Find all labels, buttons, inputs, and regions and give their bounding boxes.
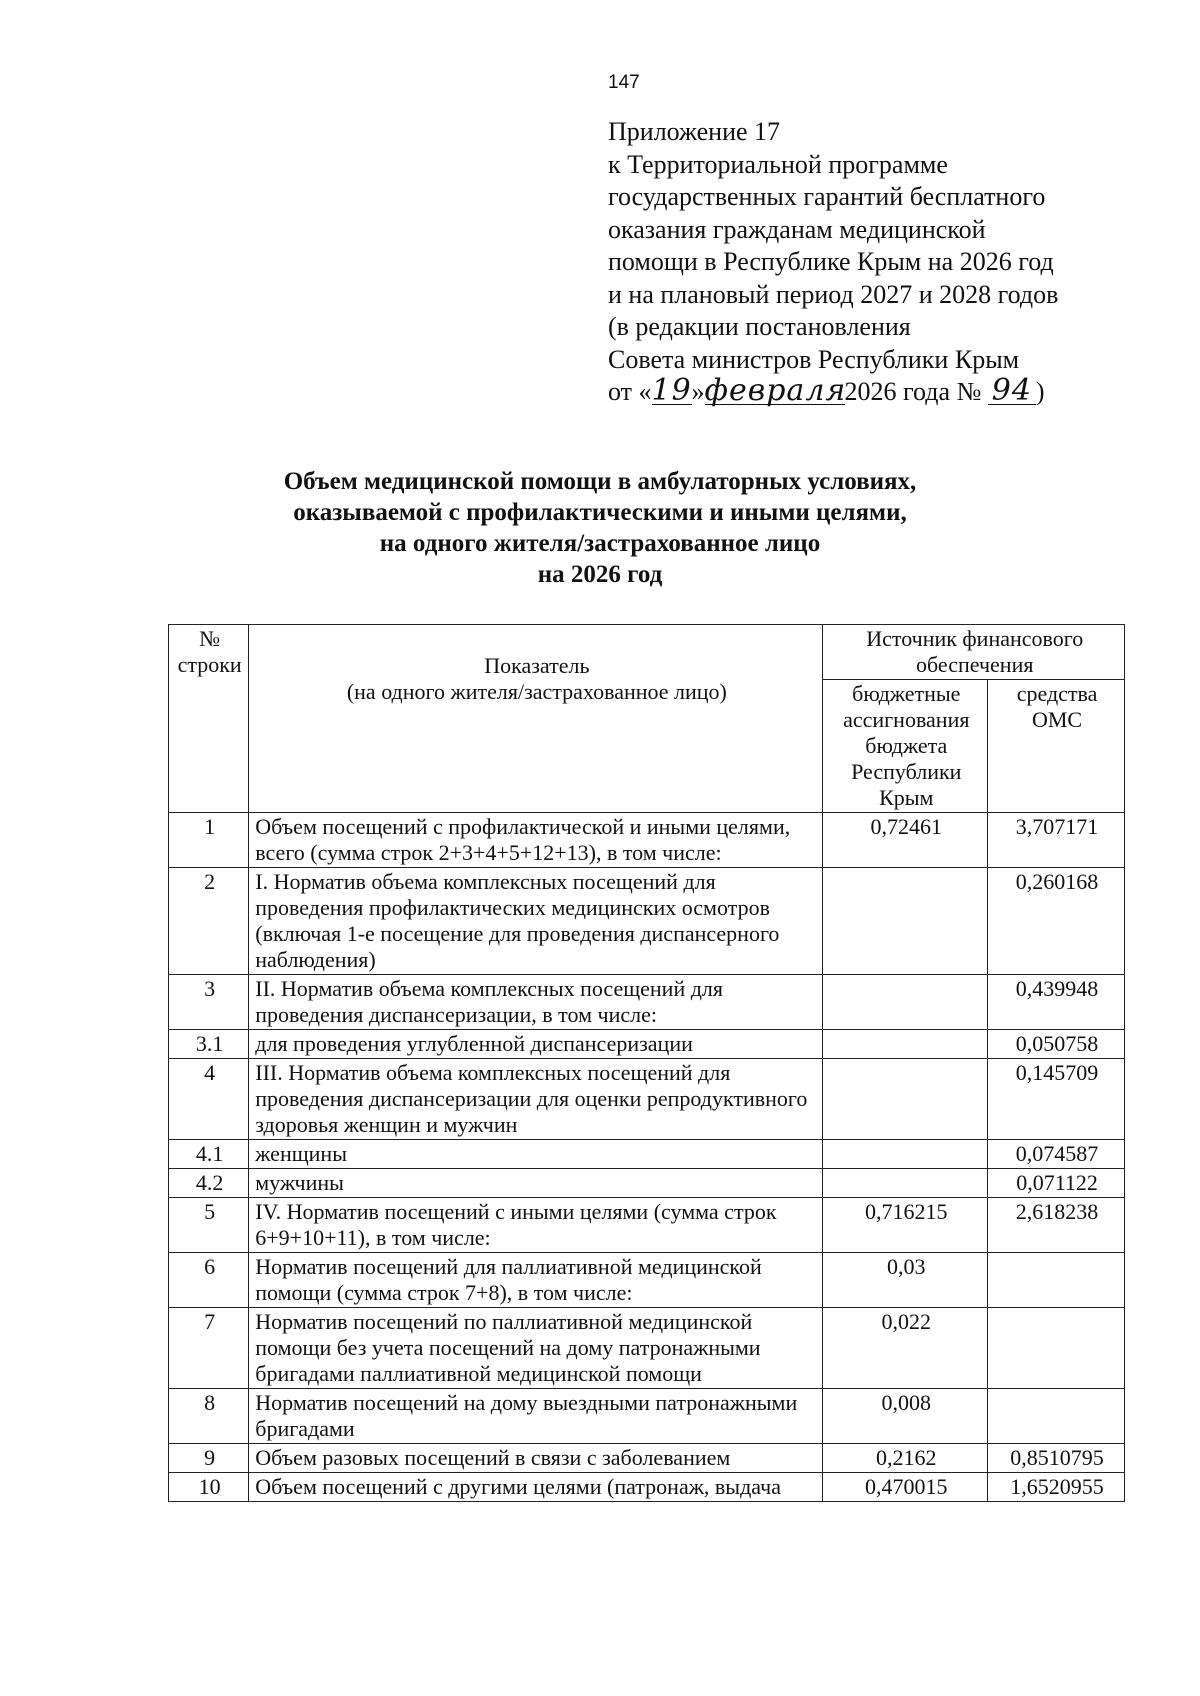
row-budget-value: 0,022 bbox=[823, 1308, 988, 1389]
row-number: 10 bbox=[169, 1473, 249, 1502]
header-row-num: № строки bbox=[169, 625, 249, 813]
row-number: 2 bbox=[169, 868, 249, 975]
page-number: 147 bbox=[608, 72, 640, 93]
table-row bbox=[169, 1473, 1125, 1502]
row-oms-value: 3,707171 bbox=[988, 813, 1125, 868]
row-number: 5 bbox=[169, 1198, 249, 1253]
title-line: на одного жителя/застрахованное лицо bbox=[379, 530, 821, 557]
row-indicator: IV. Норматив посещений с иными целями (сумма строк 6+9+10+11), в том числе: bbox=[249, 1198, 823, 1253]
row-budget-value bbox=[823, 1059, 988, 1140]
date-prefix: от « bbox=[608, 377, 652, 406]
appendix-date-line bbox=[608, 373, 1058, 409]
title-line: Объем медицинской помощи в амбулаторных условиях, bbox=[283, 468, 917, 495]
row-budget-value bbox=[823, 975, 988, 1030]
table-header-row bbox=[169, 625, 1125, 680]
appendix-block bbox=[608, 116, 1058, 409]
table-row bbox=[169, 1308, 1125, 1389]
row-indicator: Объем разовых посещений в связи с заболеванием bbox=[249, 1444, 823, 1473]
table-row bbox=[169, 975, 1125, 1030]
row-number: 3 bbox=[169, 975, 249, 1030]
row-budget-value: 0,03 bbox=[823, 1253, 988, 1308]
volume-table bbox=[168, 624, 1125, 1502]
row-indicator: Объем посещений с другими целями (патронаж, выдача bbox=[249, 1473, 823, 1502]
table-row bbox=[169, 813, 1125, 868]
header-oms: средства ОМС bbox=[988, 680, 1125, 813]
row-budget-value: 0,008 bbox=[823, 1389, 988, 1444]
table-row bbox=[169, 1253, 1125, 1308]
appendix-line: Совета министров Республики Крым bbox=[608, 344, 1020, 374]
table-row bbox=[169, 1389, 1125, 1444]
row-number: 9 bbox=[169, 1444, 249, 1473]
handwritten-number: 94 bbox=[988, 378, 1036, 405]
row-indicator: мужчины bbox=[249, 1169, 823, 1198]
row-budget-value bbox=[823, 868, 988, 975]
row-oms-value: 1,6520955 bbox=[988, 1473, 1125, 1502]
table-row bbox=[169, 1198, 1125, 1253]
row-oms-value: 0,8510795 bbox=[988, 1444, 1125, 1473]
row-budget-value bbox=[823, 1140, 988, 1169]
row-budget-value: 0,72461 bbox=[823, 813, 988, 868]
appendix-line: Приложение 17 bbox=[608, 117, 781, 146]
row-number: 6 bbox=[169, 1253, 249, 1308]
row-budget-value: 0,716215 bbox=[823, 1198, 988, 1253]
table-row bbox=[169, 1444, 1125, 1473]
header-source: Источник финансового обеспечения bbox=[823, 625, 1125, 680]
row-indicator: Норматив посещений по паллиативной медицинской помощи без учета посещений на дому патронажными бригадами паллиативной медицинской помощи bbox=[249, 1308, 823, 1389]
appendix-line: оказания гражданам медицинской bbox=[608, 214, 986, 244]
appendix-line: и на плановый период 2027 и 2028 годов bbox=[608, 279, 1059, 309]
title-line: оказываемой с профилактическими и иными целями, bbox=[293, 499, 907, 526]
appendix-line: (в редакции постановления bbox=[608, 312, 911, 341]
row-indicator: Объем посещений с профилактической и иными целями, всего (сумма строк 2+3+4+5+12+13), в том числе: bbox=[249, 813, 823, 868]
row-indicator: для проведения углубленной диспансеризации bbox=[249, 1030, 823, 1059]
row-oms-value: 0,260168 bbox=[988, 868, 1125, 975]
row-indicator: II. Норматив объема комплексных посещений для проведения диспансеризации, в том числе: bbox=[249, 975, 823, 1030]
row-budget-value bbox=[823, 1030, 988, 1059]
row-budget-value bbox=[823, 1169, 988, 1198]
row-budget-value: 0,470015 bbox=[823, 1473, 988, 1502]
row-indicator: I. Норматив объема комплексных посещений для проведения профилактических медицинских осмотров (включая 1-е посещение для проведения диспансерного наблюдения) bbox=[249, 868, 823, 975]
row-oms-value: 2,618238 bbox=[988, 1198, 1125, 1253]
row-budget-value: 0,2162 bbox=[823, 1444, 988, 1473]
paren-close: ) bbox=[1035, 377, 1045, 406]
appendix-line: к Территориальной программе bbox=[608, 149, 948, 179]
handwritten-month: февраля bbox=[704, 373, 847, 408]
row-oms-value bbox=[988, 1308, 1125, 1389]
row-indicator: женщины bbox=[249, 1140, 823, 1169]
row-oms-value: 0,071122 bbox=[988, 1169, 1125, 1198]
table-row bbox=[169, 1140, 1125, 1169]
row-oms-value: 0,074587 bbox=[988, 1140, 1125, 1169]
row-indicator: Норматив посещений для паллиативной медицинской помощи (сумма строк 7+8), в том числе: bbox=[249, 1253, 823, 1308]
table-row bbox=[169, 868, 1125, 975]
row-number: 4.2 bbox=[169, 1169, 249, 1198]
document-title bbox=[180, 466, 1020, 590]
table-row bbox=[169, 1059, 1125, 1140]
row-oms-value: 0,050758 bbox=[988, 1030, 1125, 1059]
row-number: 8 bbox=[169, 1389, 249, 1444]
row-number: 7 bbox=[169, 1308, 249, 1389]
header-indicator bbox=[249, 625, 823, 813]
header-indicator-note: (на одного жителя/застрахованное лицо) bbox=[346, 679, 727, 704]
row-number: 3.1 bbox=[169, 1030, 249, 1059]
row-indicator: III. Норматив объема комплексных посещений для проведения диспансеризации для оценки репродуктивного здоровья женщин и мужчин bbox=[249, 1059, 823, 1140]
header-budget: бюджетные ассигнования бюджета Республики Крым bbox=[823, 680, 988, 813]
row-oms-value: 0,439948 bbox=[988, 975, 1125, 1030]
row-oms-value bbox=[988, 1253, 1125, 1308]
header-indicator-label: Показатель bbox=[484, 653, 590, 678]
appendix-line: помощи в Республике Крым на 2026 год bbox=[608, 247, 1054, 276]
row-number: 4.1 bbox=[169, 1140, 249, 1169]
title-line: на 2026 год bbox=[537, 561, 663, 588]
row-number: 1 bbox=[169, 813, 249, 868]
row-number: 4 bbox=[169, 1059, 249, 1140]
table-row bbox=[169, 1169, 1125, 1198]
row-oms-value bbox=[988, 1389, 1125, 1444]
row-oms-value: 0,145709 bbox=[988, 1059, 1125, 1140]
handwritten-day: 19 bbox=[651, 373, 692, 408]
appendix-line: государственных гарантий бесплатного bbox=[608, 182, 1046, 211]
quote-close: » bbox=[691, 377, 705, 406]
table-body bbox=[169, 813, 1125, 1502]
year-text: 2026 года № bbox=[844, 377, 982, 406]
row-indicator: Норматив посещений на дому выездными патронажными бригадами bbox=[249, 1389, 823, 1444]
table-row bbox=[169, 1030, 1125, 1059]
